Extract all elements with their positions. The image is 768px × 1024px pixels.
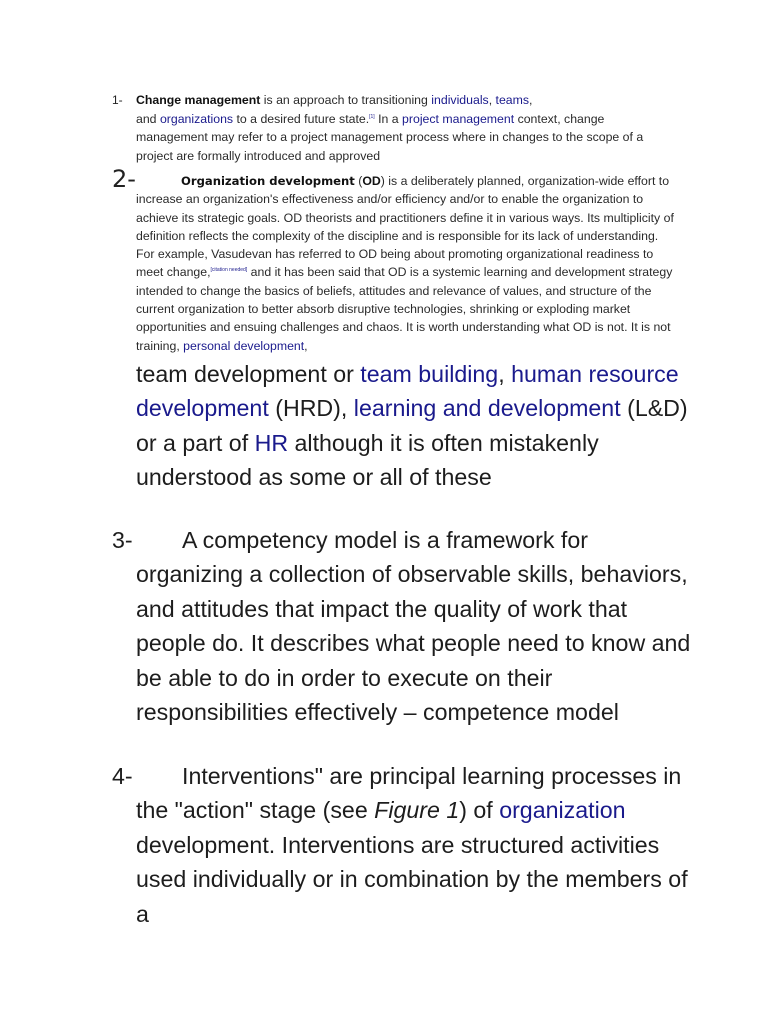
text-run: , <box>498 361 512 387</box>
link-organization[interactable]: organization <box>499 797 626 824</box>
text-run: (L&D) or a part of <box>136 395 688 456</box>
text-run: In a <box>374 111 403 126</box>
text-run: and <box>136 111 160 126</box>
item-3-number: 3- <box>112 527 133 553</box>
item-1-number: 1- <box>112 93 123 107</box>
text-run: development. Interventions are structured activities used individually or in combination by the members of a <box>136 831 688 927</box>
item-2-continuation <box>136 357 696 495</box>
text-run: ) of <box>459 797 500 824</box>
text-run: ( <box>354 174 363 188</box>
text-run: ) is a deliberately planned, organization-wide effort to increase an organization's effectiveness and/or efficiency and/or to enable the organization to achieve its strategic goals. OD theorists and practitioners define it in various ways. Its multiplicity of definition reflects the complexity of the discipline and is responsible for its lack of understanding. For example, Vasudevan has referred to OD being about promoting organizational readiness to meet change, <box>136 174 674 280</box>
citation-needed[interactable]: [citation needed] <box>210 267 248 274</box>
link-hr[interactable]: HR <box>254 429 289 456</box>
link-team-building[interactable]: team building <box>360 361 499 387</box>
citation-1[interactable]: [1] <box>369 113 375 120</box>
figure-reference: Figure 1 <box>374 797 460 824</box>
term-organization-development: Organization development <box>181 174 355 188</box>
item-4-number: 4- <box>112 763 133 789</box>
link-individuals[interactable]: individuals <box>431 93 489 107</box>
text-run: and it has been said that OD is a systemic learning and development strategy intended to change the basics of beliefs, attitudes and relevance of values, and structure of the current organization to better absorb disruptive technologies, shrinking or exploding market opportunities and ensuing challenges and chaos. It is worth understanding what OD is not. It is not training, <box>136 265 673 353</box>
text-run: (HRD), <box>268 395 354 422</box>
link-learning-and-development[interactable]: learning and development <box>353 395 621 422</box>
text-run: context, change management may refer to a project management process where in changes to the scope of a project are formally introduced and approved <box>136 111 644 163</box>
item-3-paragraph <box>136 523 696 729</box>
text-run: , <box>488 93 496 107</box>
item-1-paragraph <box>136 91 676 165</box>
item-2-number: 2- <box>112 165 136 193</box>
link-teams[interactable]: teams <box>495 93 530 107</box>
text-run: , <box>529 93 533 107</box>
item-2-paragraph <box>136 172 676 355</box>
text-run: Interventions" are principal learning processes in the "action" stage (see <box>136 763 682 824</box>
text-run: to a desired future state. <box>233 111 370 126</box>
term-change-management: Change management <box>136 93 261 107</box>
text-run: team development or <box>136 361 361 387</box>
item-4-paragraph <box>136 759 696 931</box>
text-run: A competency model is a framework for organizing a collection of observable skills, behaviors, and attitudes that impact the quality of work that people do. It describes what people need to know and be able to do in order to execute on their responsibilities effectively – competence model <box>136 527 691 726</box>
link-organizations[interactable]: organizations <box>159 111 234 126</box>
text-run: although it is often mistakenly understood as some or all of these <box>136 429 599 491</box>
text-run: is an approach to transitioning <box>260 93 432 107</box>
text-run: , <box>304 338 308 353</box>
link-personal-development[interactable]: personal development <box>183 338 305 353</box>
link-human-resource-development[interactable]: human resource development <box>136 361 679 422</box>
link-project-management[interactable]: project management <box>402 111 515 126</box>
abbr-od: OD <box>362 174 381 188</box>
